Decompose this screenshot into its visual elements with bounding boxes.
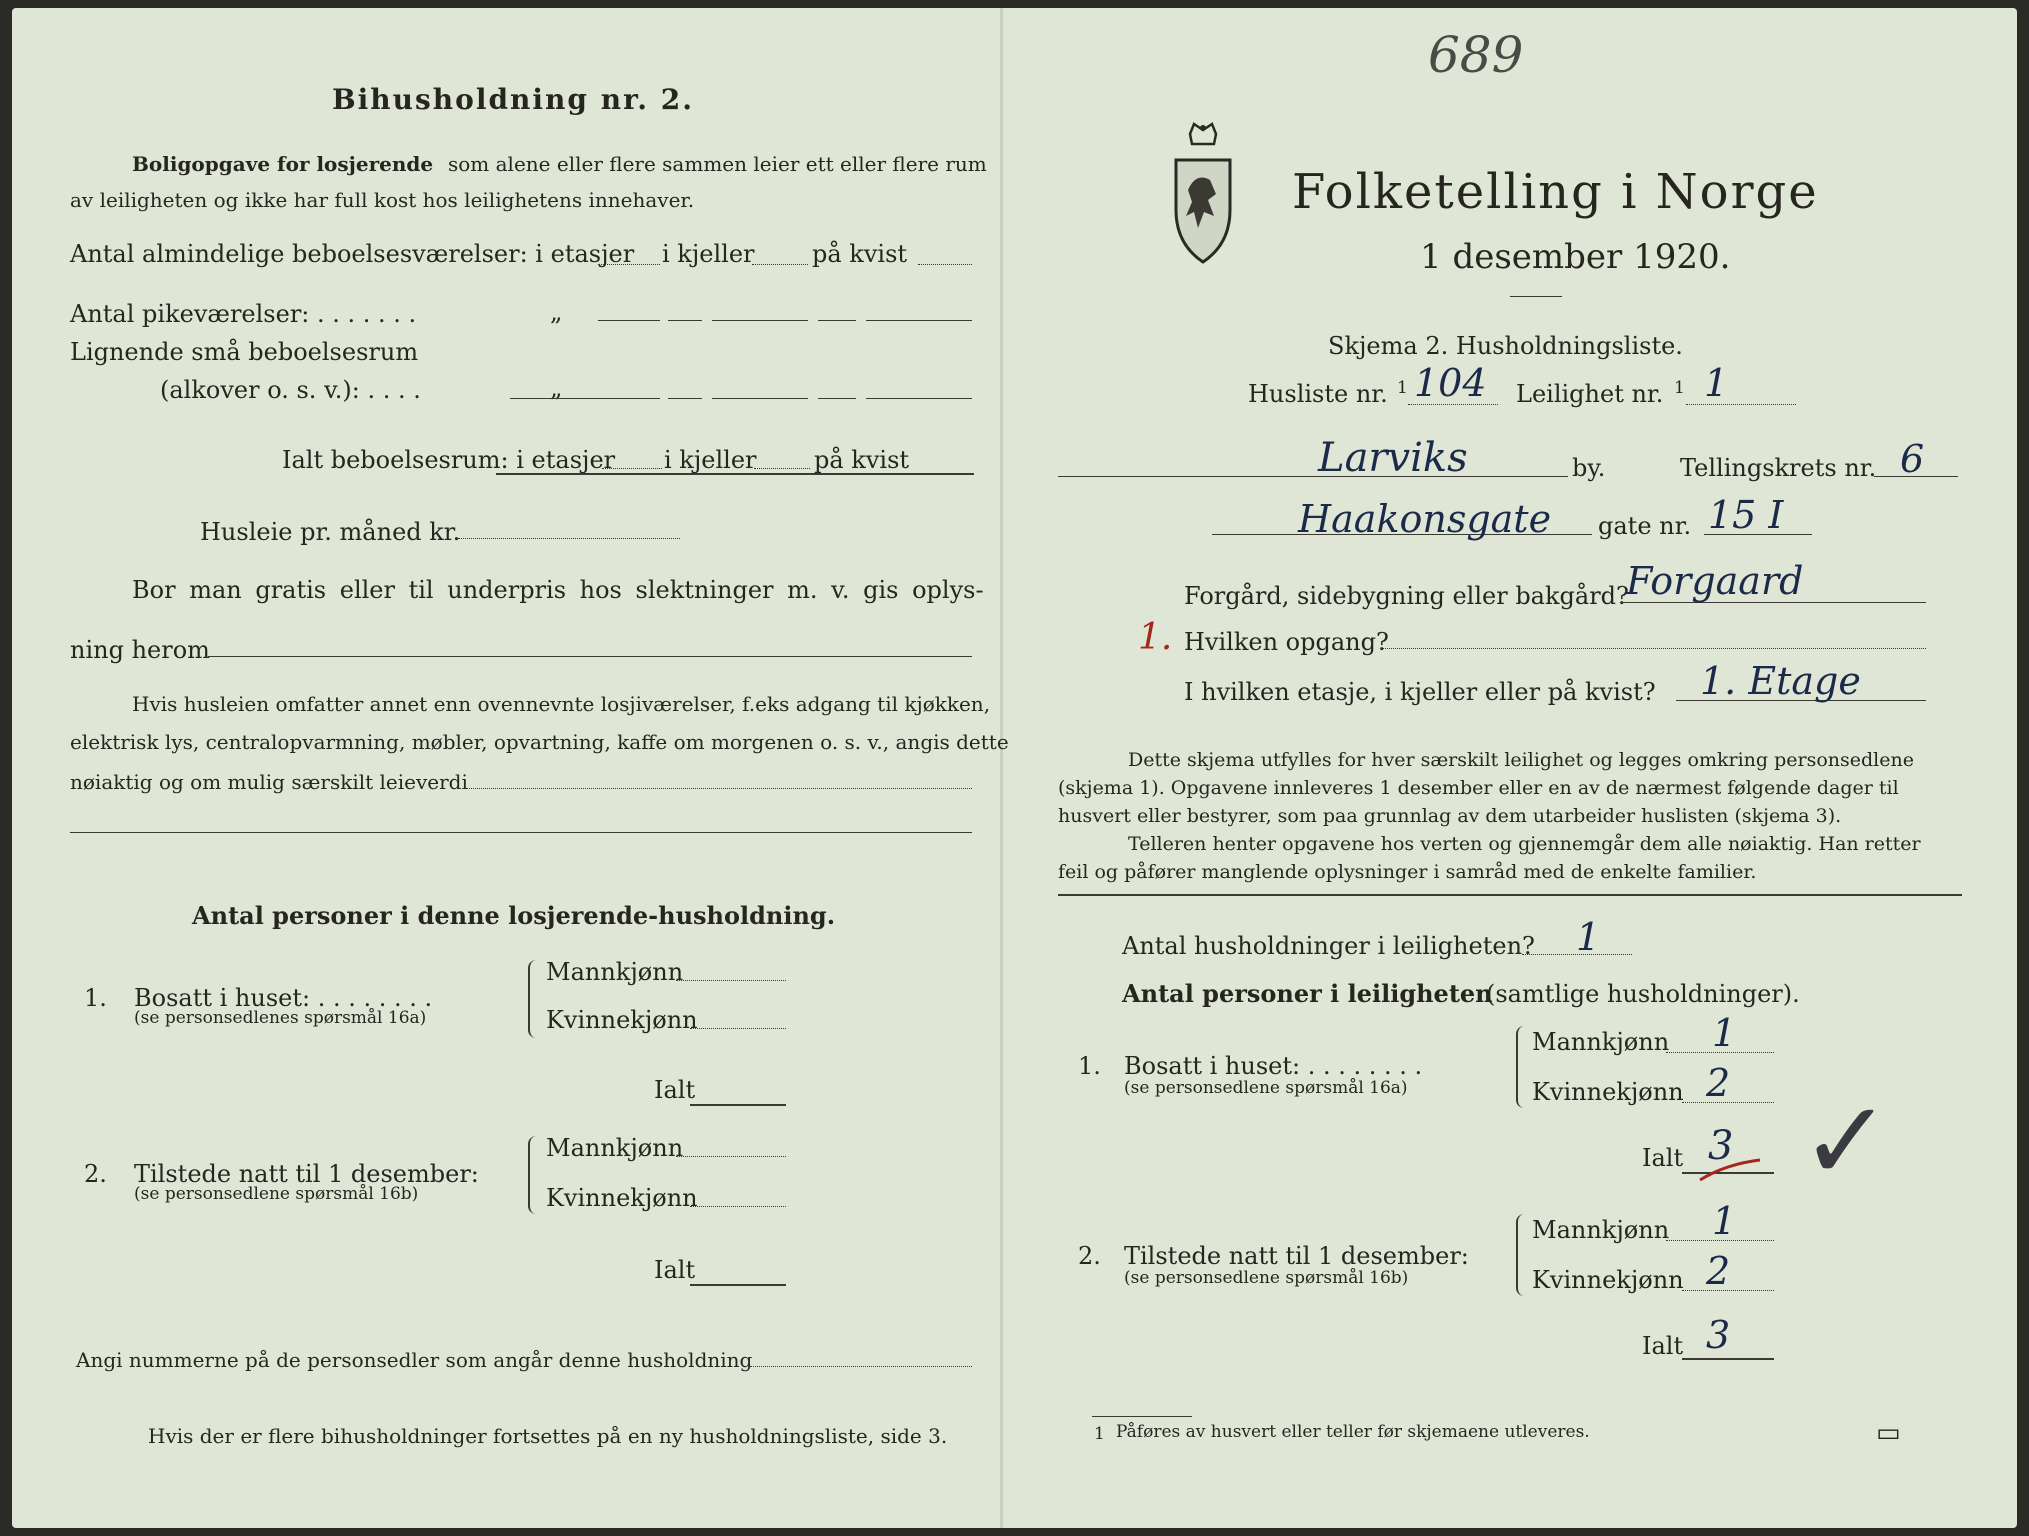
ialt-rooms-label: Ialt beboelsesrum: i etasjer: [282, 446, 616, 474]
r-q2-kvinne-label: Kvinnekjønn: [1532, 1266, 1684, 1294]
small-rooms-comma: „: [550, 374, 563, 402]
forgard-value: Forgaard: [1626, 559, 1804, 603]
incl-line-1: Hvis husleien omfatter annet enn ovennevnte losjiværelser, f.eks adgang til kjøkken,: [132, 692, 991, 716]
intro-rest: som alene eller flere sammen leier ett eller flere rum: [448, 152, 987, 176]
opgang-field[interactable]: [1380, 648, 1926, 649]
rent-field[interactable]: [458, 538, 680, 539]
r-q1-brace: [1516, 1026, 1528, 1108]
husliste-value: 104: [1414, 361, 1487, 405]
gratis-field[interactable]: [208, 656, 972, 657]
small-dash-1: [668, 398, 702, 399]
red-strike-icon: [1696, 1156, 1766, 1186]
pike-etasjer-field[interactable]: [598, 320, 660, 321]
persons-rest-label: (samtlige husholdninger).: [1486, 980, 1800, 1008]
rooms-kvist-label: på kvist: [812, 240, 908, 268]
rooms-label: Antal almindelige beboelsesværelser: i etasjer: [70, 240, 635, 268]
q2-ialt-field[interactable]: [690, 1284, 786, 1286]
small-rooms-label-2: (alkover o. s. v.): . . . .: [160, 376, 421, 404]
small-kvist-field[interactable]: [866, 398, 972, 399]
rooms-etasjer-field[interactable]: [598, 264, 660, 265]
angi-field[interactable]: [750, 1366, 972, 1367]
ialt-kjeller-field[interactable]: [754, 468, 810, 469]
r-q2-brace: [1516, 1214, 1528, 1296]
instr-line-5: feil og påfører manglende oplysninger i samråd med de enkelte familier.: [1058, 861, 1757, 883]
r-q1-number: 1.: [1078, 1052, 1101, 1080]
r-q2-sub: (se personsedlene spørsmål 16b): [1124, 1268, 1409, 1288]
small-etasjer-field[interactable]: [510, 398, 660, 399]
ialt-kvist-label: på kvist: [814, 446, 910, 474]
by-label: by.: [1572, 454, 1606, 482]
rooms-kjeller-label: i kjeller: [662, 240, 755, 268]
gratis-line-2: ning herom: [70, 636, 210, 664]
q1-sub: (se personsedlenes spørsmål 16a): [134, 1008, 427, 1028]
r-q1-mann-value: 1: [1712, 1011, 1737, 1055]
r-q1-kvinne-value: 2: [1706, 1061, 1731, 1105]
street-value: Haakonsgate: [1298, 497, 1552, 541]
krets-value: 6: [1900, 437, 1925, 481]
q1-kvinne-label: Kvinnekjønn: [546, 1006, 698, 1034]
q1-number: 1.: [84, 984, 107, 1012]
small-rooms-label-1: Lignende små beboelsesrum: [70, 338, 419, 366]
gratis-line-1: Bor man gratis eller til underpris hos slektninger m. v. gis oplys-: [132, 576, 984, 604]
ialt-kjeller-label: i kjeller: [664, 446, 757, 474]
q2-mann-field[interactable]: [676, 1156, 786, 1157]
rooms-kvist-field[interactable]: [918, 264, 972, 265]
gate-label: gate nr.: [1598, 512, 1692, 540]
r-q1-kvinne-label: Kvinnekjønn: [1532, 1078, 1684, 1106]
q2-kvinne-label: Kvinnekjønn: [546, 1184, 698, 1212]
q2-brace: [528, 1136, 540, 1214]
opgang-label: Hvilken opgang?: [1184, 628, 1389, 656]
households-value: 1: [1576, 915, 1601, 959]
instructions-rule: [1058, 894, 1962, 896]
q1-mann-field[interactable]: [676, 980, 786, 981]
q2-mann-label: Mannkjønn: [546, 1134, 684, 1162]
footnote-mark: 1: [1094, 1424, 1105, 1444]
r-q1-label: Bosatt i huset: . . . . . . . .: [1124, 1052, 1423, 1080]
pike-kvist-field[interactable]: [866, 320, 972, 321]
households-label: Antal husholdninger i leiligheten?: [1122, 932, 1535, 960]
forgard-label: Forgård, sidebygning eller bakgård?: [1184, 582, 1629, 610]
etasje-label: I hvilken etasje, i kjeller eller på kvist?: [1184, 678, 1656, 706]
q2-number: 2.: [84, 1160, 107, 1188]
leilighet-field[interactable]: [1686, 404, 1796, 405]
q1-brace: [528, 960, 540, 1038]
q1-ialt-label: Ialt: [654, 1076, 696, 1104]
q1-mann-label: Mannkjønn: [546, 958, 684, 986]
small-dash-2: [818, 398, 856, 399]
leilighet-value: 1: [1704, 361, 1729, 405]
q1-ialt-field[interactable]: [690, 1104, 786, 1106]
stamp-number: 689: [1428, 26, 1524, 84]
pike-kjeller-field[interactable]: [712, 320, 808, 321]
krets-label: Tellingskrets nr.: [1680, 454, 1877, 482]
city-value: Larviks: [1318, 435, 1468, 481]
q2-label: Tilstede natt til 1 desember:: [134, 1160, 479, 1188]
schema-label: Skjema 2. Husholdningsliste.: [1328, 332, 1683, 360]
r-q1-sub: (se personsedlene spørsmål 16a): [1124, 1078, 1408, 1098]
r-q1-mann-label: Mannkjønn: [1532, 1028, 1670, 1056]
census-date: 1 desember 1920.: [1420, 237, 1731, 277]
red-margin-mark: 1.: [1138, 617, 1173, 658]
r-q2-mann-label: Mannkjønn: [1532, 1216, 1670, 1244]
angi-label: Angi nummerne på de personsedler som angår denne husholdning: [76, 1348, 753, 1372]
pike-dash-2: [818, 320, 856, 321]
instructions: [1058, 746, 1958, 886]
incl-field-1[interactable]: [462, 788, 972, 789]
r-q2-mann-value: 1: [1712, 1199, 1737, 1243]
left-title: Bihusholdning nr. 2.: [332, 83, 694, 116]
r-q2-kvinne-value: 2: [1706, 1249, 1731, 1293]
main-title: Folketelling i Norge: [1292, 164, 1819, 220]
r-q2-label: Tilstede natt til 1 desember:: [1124, 1242, 1469, 1270]
ialt-etasjer-field[interactable]: [602, 468, 662, 469]
page-fold: [1000, 8, 1003, 1528]
etasje-value: 1. Etage: [1700, 659, 1861, 703]
city-field[interactable]: [1058, 476, 1568, 477]
q1-kvinne-field[interactable]: [690, 1028, 786, 1029]
persons-heading: Antal personer i denne losjerende-husholdning.: [192, 901, 836, 930]
coat-of-arms-icon: [1168, 120, 1238, 270]
r-q1-ialt-label: Ialt: [1642, 1144, 1684, 1172]
instr-line-3: husvert eller bestyrer, som paa grunnlag av dem utarbeider huslisten (skjema 3).: [1058, 805, 1842, 827]
left-footer: Hvis der er flere bihusholdninger fortsettes på en ny husholdningsliste, side 3.: [148, 1424, 948, 1448]
persons-bold-label: Antal personer i leiligheten: [1122, 979, 1493, 1008]
small-kjeller-field[interactable]: [712, 398, 808, 399]
r-q1-ialt-value: 3: [1708, 1123, 1734, 1169]
r-q2-ialt-value: 3: [1706, 1313, 1731, 1357]
q2-kvinne-field[interactable]: [690, 1206, 786, 1207]
instr-line-2: (skjema 1). Opgavene innleveres 1 desember eller en av de nærmest følgende dager til: [1058, 777, 1899, 799]
pike-comma: „: [550, 298, 563, 326]
intro-line2: av leiligheten og ikke har full kost hos leilighetens innehaver.: [70, 188, 695, 212]
pike-dash-1: [668, 320, 702, 321]
incl-line-3: nøiaktig og om mulig særskilt leieverdi: [70, 770, 468, 794]
q1-label: Bosatt i huset: . . . . . . . .: [134, 984, 433, 1012]
husliste-label: Husliste nr.: [1248, 380, 1388, 408]
intro-bold: Boligopgave for losjerende: [132, 152, 434, 176]
r-q2-number: 2.: [1078, 1242, 1101, 1270]
printer-mark-icon: ▭: [1876, 1418, 1901, 1448]
gate-value: 15 I: [1708, 493, 1784, 537]
footnote-rule: [1092, 1416, 1192, 1417]
leilighet-footnote-mark: 1: [1674, 378, 1685, 398]
title-rule: [1510, 296, 1562, 297]
pike-label: Antal pikeværelser: . . . . . . .: [70, 300, 417, 328]
r-q2-ialt-label: Ialt: [1642, 1332, 1684, 1360]
check-mark-icon: ✓: [1800, 1077, 1893, 1205]
r-q2-ialt-field[interactable]: [1682, 1358, 1774, 1360]
footnote-text: Påføres av husvert eller teller før skjemaene utleveres.: [1116, 1422, 1590, 1442]
incl-field-2[interactable]: [70, 832, 972, 833]
q2-ialt-label: Ialt: [654, 1256, 696, 1284]
leilighet-label: Leilighet nr.: [1516, 380, 1664, 408]
husliste-footnote-mark: 1: [1397, 378, 1408, 398]
rent-label: Husleie pr. måned kr.: [200, 518, 461, 546]
rooms-kjeller-field[interactable]: [752, 264, 808, 265]
instr-line-4: Telleren henter opgavene hos verten og gjennemgår dem alle nøiaktig. Han retter: [1128, 833, 1921, 855]
incl-line-2: elektrisk lys, centralopvarmning, møbler, opvartning, kaffe om morgenen o. s. v., angis dette: [70, 730, 1009, 754]
q2-sub: (se personsedlene spørsmål 16b): [134, 1184, 419, 1204]
instr-line-1: Dette skjema utfylles for hver særskilt leilighet og legges omkring personsedlene: [1128, 749, 1914, 771]
